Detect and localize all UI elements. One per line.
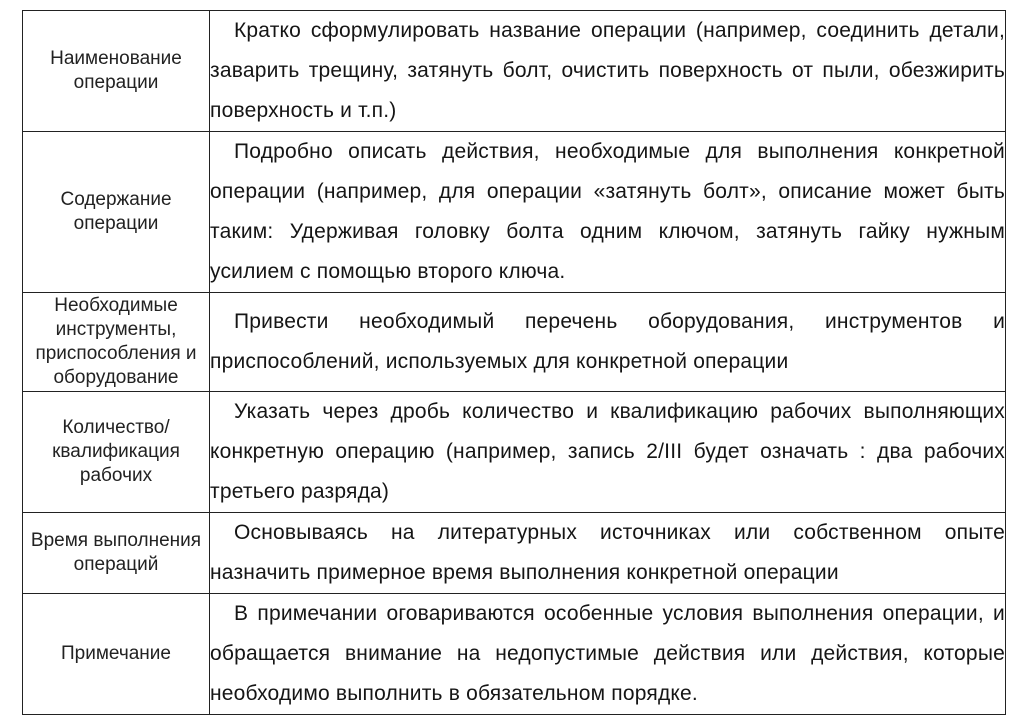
operations-table bbox=[22, 10, 1006, 715]
row-description: Основываясь на литературных источниках или собственном опыте назначить примерное время выполнения конкретной операции bbox=[210, 513, 1006, 594]
row-label-cell bbox=[23, 11, 210, 132]
table-row bbox=[23, 392, 1006, 513]
row-label: Наименование операции bbox=[50, 48, 182, 93]
table-row bbox=[23, 594, 1006, 715]
table-row bbox=[23, 132, 1006, 293]
row-label-cell bbox=[23, 513, 210, 594]
row-label: Время выполнения операций bbox=[30, 530, 202, 575]
table-row bbox=[23, 293, 1006, 392]
row-label: Необходимые инструменты, приспособления и оборудование bbox=[35, 295, 197, 388]
table-row bbox=[23, 513, 1006, 594]
row-description: Привести необходимый перечень оборудования, инструментов и приспособлений, используемых для конкретной операции bbox=[210, 293, 1006, 392]
row-label: Примечание bbox=[61, 643, 171, 664]
row-label: Количество/ квалификация рабочих bbox=[52, 417, 180, 486]
row-label-cell bbox=[23, 293, 210, 392]
row-description: Кратко сформулировать название операции (например, соединить детали, заварить трещину, затянуть болт, очистить поверхность от пыли, обезжирить поверхность и т.п.) bbox=[210, 11, 1006, 132]
row-description: Указать через дробь количество и квалификацию рабочих выполняющих конкретную операцию (например, запись 2/III будет означать : два рабочих третьего разряда) bbox=[210, 392, 1006, 513]
row-label: Содержание операции bbox=[60, 189, 172, 234]
row-label-cell bbox=[23, 594, 210, 715]
table-row bbox=[23, 11, 1006, 132]
row-label-cell bbox=[23, 132, 210, 293]
row-description: В примечании оговариваются особенные условия выполнения операции, и обращается внимание на недопустимые действия или действия, которые необходимо выполнить в обязательном порядке. bbox=[210, 594, 1006, 715]
row-description: Подробно описать действия, необходимые для выполнения конкретной операции (например, для операции «затянуть болт», описание может быть таким: Удерживая головку болта одним ключом, затянуть гайку нужным усилием с помощью второго ключа. bbox=[210, 132, 1006, 293]
row-label-cell bbox=[23, 392, 210, 513]
